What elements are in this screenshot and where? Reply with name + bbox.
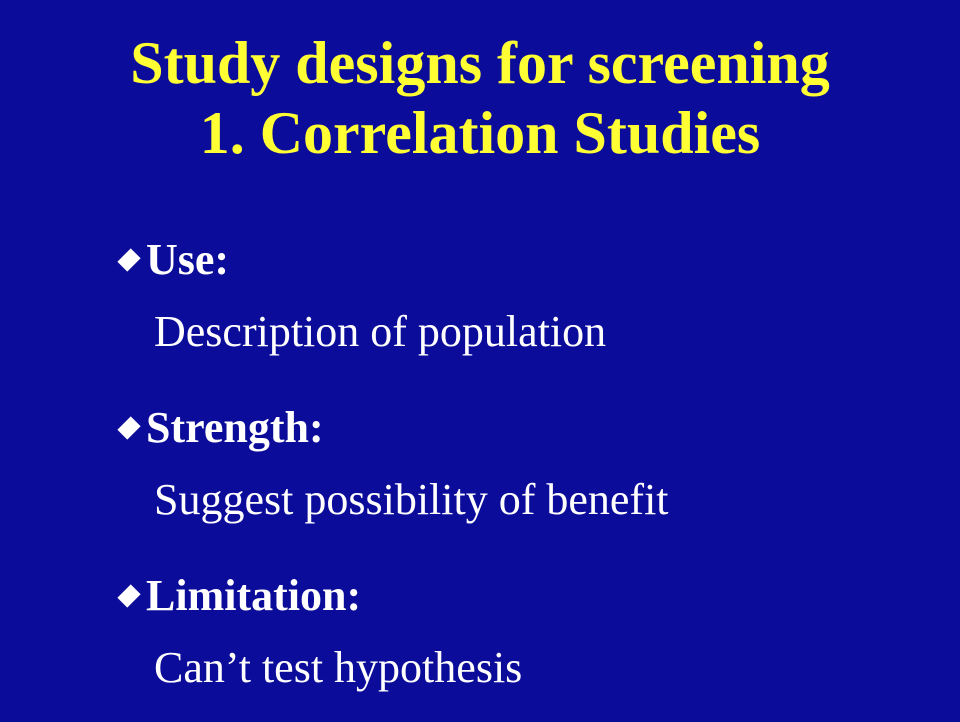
bullet-heading: Use: bbox=[146, 235, 230, 284]
bullet-use bbox=[116, 218, 936, 302]
bullet-text: Can’t test hypothesis bbox=[154, 643, 523, 692]
bullet-text: Description of population bbox=[154, 307, 607, 356]
bullet-limitation bbox=[116, 554, 936, 638]
bullet-strength bbox=[116, 386, 936, 470]
diamond-bullet-icon bbox=[117, 248, 140, 271]
bullet-heading: Strength: bbox=[146, 403, 324, 452]
title-line-1: Study designs for screening bbox=[130, 30, 830, 96]
title-line-2: 1. Correlation Studies bbox=[199, 100, 761, 166]
slide-title bbox=[0, 28, 960, 168]
bullet-list bbox=[116, 218, 936, 722]
bullet-text: Suggest possibility of benefit bbox=[154, 475, 669, 524]
bullet-heading: Limitation: bbox=[146, 571, 362, 620]
diamond-bullet-icon bbox=[117, 584, 140, 607]
diamond-bullet-icon bbox=[117, 416, 140, 439]
